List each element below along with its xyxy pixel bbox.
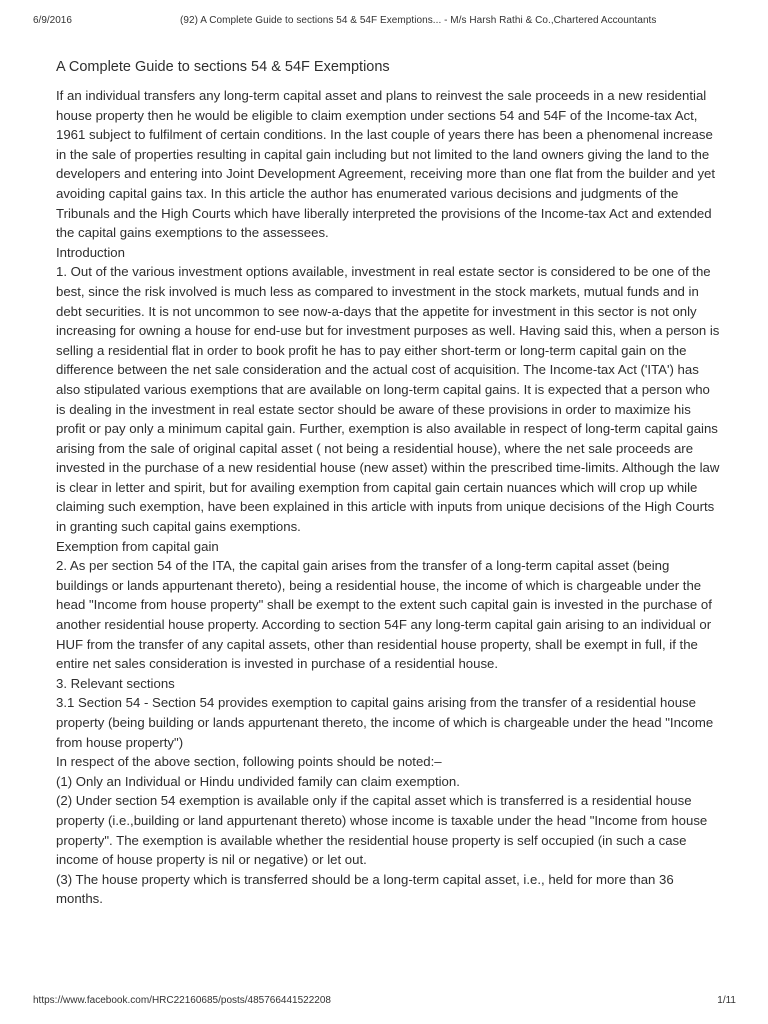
print-footer [0, 992, 768, 1016]
print-header [0, 0, 768, 28]
print-date: 6/9/2016 [33, 15, 72, 26]
article-paragraph-2: 2. As per section 54 of the ITA, the capital gain arises from the transfer of a long-term capital asset (being buildings or lands appurtenant thereto), being a residential house, the income of which is chargeable under the head "Income from house property" shall be exempt to the extent such capital gain is invested in the purchase of another residential house property. According to section 54F any long-term capital gain arising to an individual or HUF from the transfer of any capital assets, other than residential house property, shall be exempt in full, if the entire net sales consideration is invested in purchase of a residential house. [56, 558, 712, 672]
print-page-title: (92) A Complete Guide to sections 54 & 54F Exemptions... - M/s Harsh Rathi & Co.,Chartered Accountants [180, 15, 657, 26]
article-point-3: (3) The house property which is transferred should be a long-term capital asset, i.e., held for more than 36 months. [56, 871, 674, 907]
article-paragraph-1: 1. Out of the various investment options available, investment in real estate sector is considered to be one of the best, since the risk involved is much less as compared to investment in the stock markets, mutual funds and in debt securities. It is not uncommon to see now-a-days that the appetite for investment in this sector is not only increasing for owning a house for end-use but for investment purposes as well. Having said this, when a person is selling a residential flat in order to book profit he has to pay either short-term or long-term capital gain on the difference between the net sale consideration and the actual cost of acquisition. The Income-tax Act ('ITA') has also stipulated various exemptions that are available on long-term capital gains. It is expected that a person who is dealing in the investment in real estate sector should be aware of these provisions in order to maximize his profit or pay only a minimum capital gain. Further, exemption is also available in respect of long-term capital gains arising from the sale of original capital asset ( not being a residential house), where the net sale proceeds are invested in the purchase of a new residential house (new asset) within the prescribed time-limits. Although the law is clear in letter and spirit, but for availing exemption from capital gain certain nuances which will crop up while claiming such exemption, have been explained in this article with inputs from unique decisions of the High Courts in granting such capital gains exemptions. [56, 264, 720, 535]
article-point-2: (2) Under section 54 exemption is available only if the capital asset which is transferred is a residential house property (i.e.,building or land appurtenant thereto) whose income is taxable under the head "Income from house property". The exemption is available whether the residential house property is self occupied (in such a case income of house property is nil or negative) or let out. [56, 793, 708, 868]
article-point-1: (1) Only an Individual or Hindu undivided family can claim exemption. [56, 773, 460, 789]
article [56, 57, 720, 909]
section-heading-relevant-sections: 3. Relevant sections [56, 675, 175, 691]
section-heading-exemption: Exemption from capital gain [56, 538, 219, 554]
page-number: 1/11 [717, 995, 736, 1006]
print-url: https://www.facebook.com/HRC22160685/posts/485766441522208 [33, 995, 331, 1006]
article-title: A Complete Guide to sections 54 & 54F Exemptions [56, 59, 390, 75]
article-paragraph-points-intro: In respect of the above section, following points should be noted:– [56, 754, 442, 770]
section-heading-introduction: Introduction [56, 244, 125, 260]
article-paragraph-3-1: 3.1 Section 54 - Section 54 provides exemption to capital gains arising from the transfer of a residential house property (being building or lands appurtenant thereto, the income of which is chargeable under the head "Income from house property") [56, 695, 714, 750]
article-paragraph-intro: If an individual transfers any long-term capital asset and plans to reinvest the sale proceeds in a new residential house property then he would be eligible to claim exemption under sections 54 and 54F of the Income-tax Act, 1961 subject to fulfilment of certain conditions. In the last couple of years there has been a phenomenal increase in the sale of properties resulting in capital gain including but not limited to the land owners giving the land to the developers and entering into Joint Development Agreement, receiving more than one flat from the builder and yet avoiding capital gains tax. In this article the author has enumerated various decisions and judgments of the Tribunals and the High Courts which have liberally interpreted the provisions of the Income-tax Act and extended the capital gains exemptions to the assessees. [56, 88, 716, 241]
